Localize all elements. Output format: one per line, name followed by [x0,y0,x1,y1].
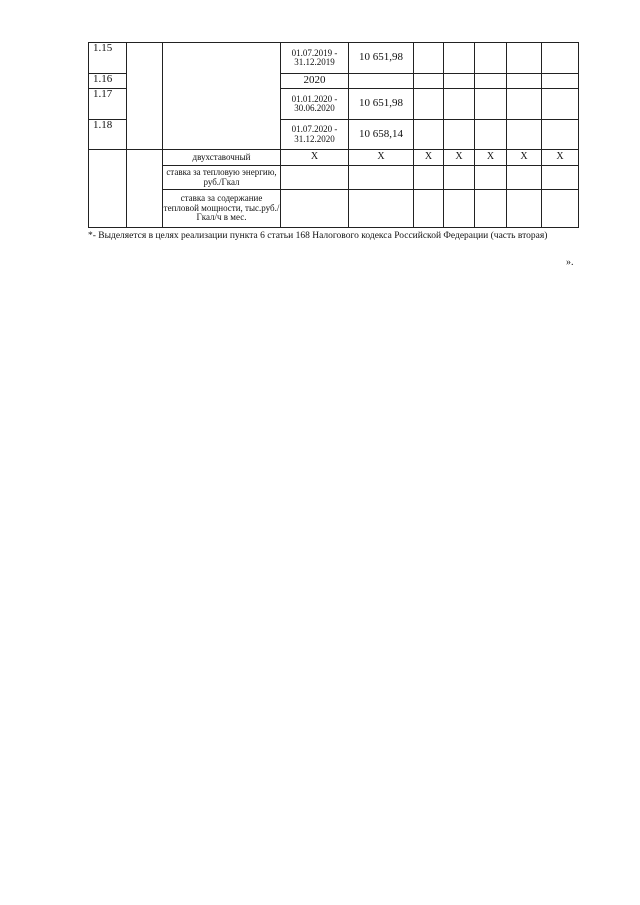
footnote: *- Выделяется в целях реализации пункта 6 статьи 168 Налогового кодекса Российской Федерации (часть вторая) [88,231,548,241]
x-mark: X [414,150,444,166]
energy-rate-label: ставка за тепловую энергию, руб./Гкал [163,166,281,190]
merged-cell [127,150,163,228]
row-number: 1.15 [89,43,127,74]
period-end: 31.12.2019 [294,57,335,67]
value-cell: 10 651,98 [349,89,414,120]
row-number: 1.17 [89,89,127,120]
value-cell: 10 658,14 [349,120,414,150]
row-number: 1.18 [89,120,127,150]
year-cell: 2020 [281,74,349,89]
table-row [89,150,579,166]
x-mark: X [542,150,579,166]
merged-cell [89,150,127,228]
value-cell: 10 651,98 [349,43,414,74]
period-start: 01.07.2019 - [291,47,338,58]
x-mark: X [475,150,507,166]
merged-cell [163,43,281,150]
x-mark: X [349,150,414,166]
merged-cell [127,43,163,150]
table-row [89,43,579,74]
period-cell [281,120,349,150]
period-start: 01.01.2020 - [291,93,338,104]
tariff-table [88,42,579,228]
two-rate-label: двухставочный [163,150,281,166]
period-start: 01.07.2020 - [291,124,338,135]
period-end: 30.06.2020 [294,103,335,113]
x-mark: X [444,150,475,166]
x-mark: X [507,150,542,166]
closing-quote: ». [566,257,574,268]
x-mark: X [281,150,349,166]
period-end: 31.12.2020 [294,133,335,144]
capacity-rate-label: ставка за содержание тепловой мощности, тыс.руб./Гкал/ч в мес. [163,190,281,228]
row-number: 1.16 [89,74,127,89]
period-cell [281,89,349,120]
period-cell [281,43,349,74]
table-row [89,166,579,190]
table-row [89,190,579,228]
